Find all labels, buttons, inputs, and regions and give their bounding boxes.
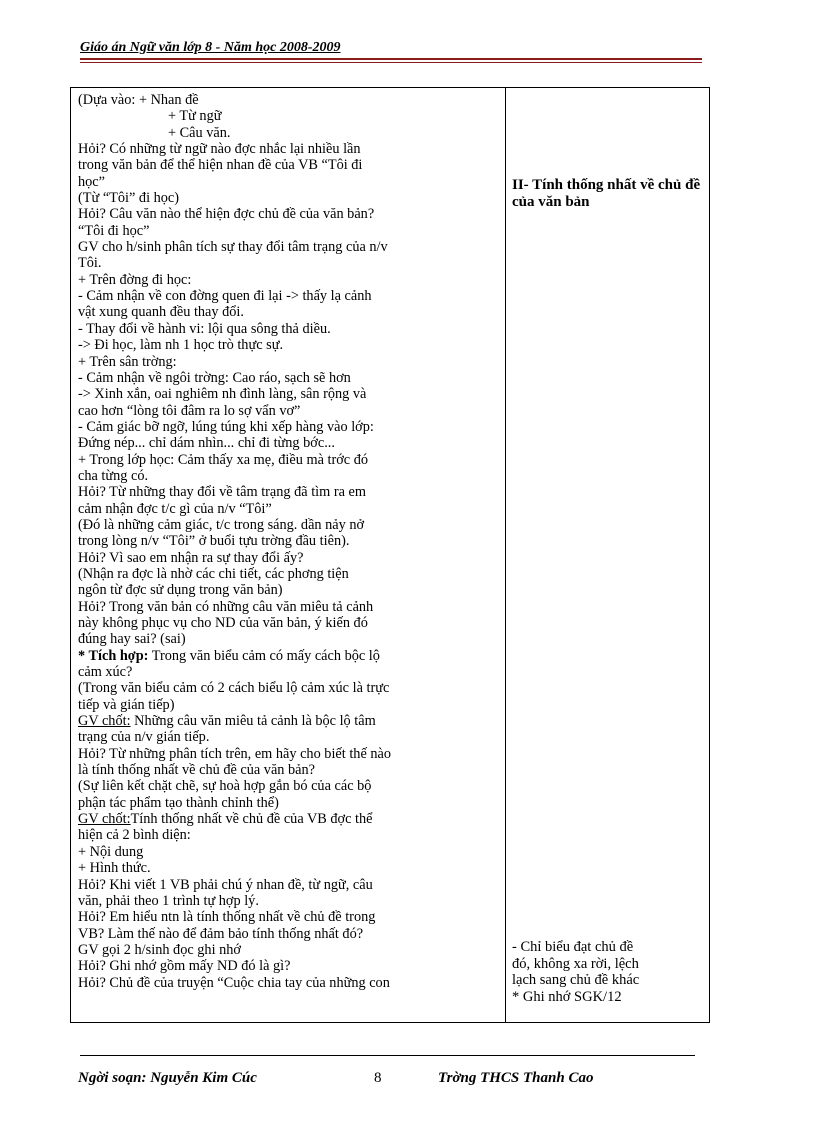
text-line: “Tôi đi học” [78, 222, 150, 239]
text-line: là tính thống nhất về chủ đề của văn bản? [78, 762, 316, 779]
text-line: này không phục vụ cho ND của văn bản, ý kiến đó [78, 615, 368, 631]
text-line: GV cho h/sinh phân tích sự thay đổi tâm trạng của n/v [78, 239, 388, 256]
text-line: (Dựa vào: + Nhan đề [78, 92, 199, 108]
text-line: + Trên đờng đi học: [78, 271, 192, 288]
text-line: hiện cả 2 bình diện: [78, 827, 191, 844]
text-line-integration: * Tích hợp: Trong văn biểu cảm có mấy cách bộc lộ [78, 647, 380, 664]
content-summary [512, 939, 702, 1005]
text-line: đúng hay sai? (sai) [78, 631, 186, 648]
text-line: tiếp và gián tiếp) [78, 696, 175, 713]
text-line: + Nội dung [78, 843, 144, 860]
text-line: - Cảm nhận về ngôi trờng: Cao ráo, sạch sẽ hơn [78, 369, 351, 386]
text-line: (Đó là những cảm giác, t/c trong sáng. dần nảy nở [78, 516, 365, 533]
text-line: Hỏi? Từ những thay đổi về tâm trạng đã tìm ra em [78, 484, 366, 501]
text-line: Hỏi? Câu văn nào thể hiện đợc chủ đề của văn bản? [78, 206, 375, 223]
text-line: + Từ ngữ [168, 108, 222, 125]
text-line: -> Đi học, làm nh 1 học trò thực sự. [78, 337, 284, 354]
summary-line: đó, không xa rời, lệch [512, 955, 639, 972]
text-line: -> Xinh xắn, oai nghiêm nh đình làng, sân rộng và [78, 386, 367, 403]
text-line: cảm nhận đợc t/c gì của n/v “Tôi” [78, 500, 272, 517]
text-line: GV gọi 2 h/sinh đọc ghi nhớ [78, 941, 241, 958]
text-line: Hỏi? Trong văn bản có những câu văn miêu tả cảnh [78, 598, 374, 615]
text-line: - Cảm nhận về con đờng quen đi lại -> thấy lạ cảnh [78, 288, 372, 305]
activities-column [78, 92, 500, 991]
text-line-teacher-conclusion: GV chốt: Những câu văn miêu tả cảnh là bộc lộ tâm [78, 713, 376, 730]
text-line: (Sự liên kết chặt chẽ, sự hoà hợp gắn bó của các bộ [78, 778, 372, 795]
text-line-teacher-conclusion: GV chốt:Tính thống nhất về chủ đề của VB đợc thể [78, 811, 373, 828]
text-line: Tôi. [78, 255, 102, 272]
summary-line: * Ghi nhớ SGK/12 [512, 988, 622, 1005]
lesson-table [70, 87, 710, 1023]
text-line: + Hình thức. [78, 860, 151, 877]
footer-author: Ngời soạn: Nguyễn Kim Cúc [78, 1070, 257, 1086]
header-rule-thick [80, 58, 702, 60]
text-line: + Trong lớp học: Cảm thấy xa mẹ, điều mà trớc đó [78, 451, 369, 468]
text-line: Hỏi? Từ những phân tích trên, em hãy cho biết thế nào [78, 745, 392, 762]
section-title: II- Tính thống nhất về chủ đề của văn bản [512, 177, 701, 210]
text-line: trong lòng n/v “Tôi” ở buổi tựu trờng đầu tiên). [78, 533, 350, 550]
text-line: - Cảm giác bỡ ngỡ, lúng túng khi xếp hàng vào lớp: [78, 418, 374, 435]
text-line: Hỏi? Chủ đề của truyện “Cuộc chia tay của những con [78, 974, 390, 991]
text-line: Hỏi? Em hiểu ntn là tính thống nhất về chủ đề trong [78, 909, 376, 926]
page-number: 8 [374, 1070, 382, 1086]
summary-line: lạch sang chủ đề khác [512, 972, 640, 988]
text-line: trong văn bản để thể hiện nhan đề của VB “Tôi đi [78, 157, 363, 174]
text-line: - Thay đổi về hành vi: lội qua sông thả diều. [78, 320, 331, 337]
column-divider [505, 88, 506, 1022]
page-header: Giáo án Ngữ văn lớp 8 - Năm học 2008-2009 [80, 40, 341, 55]
text-line: + Câu văn. [168, 124, 231, 141]
text-line: cảm xúc? [78, 664, 133, 681]
text-line: (Nhận ra đợc là nhờ các chi tiết, các phơng tiện [78, 565, 349, 582]
text-line: Hỏi? Có những từ ngữ nào đợc nhắc lại nhiều lần [78, 141, 361, 158]
text-line: vật xung quanh đều thay đổi. [78, 304, 244, 321]
text-line: Hỏi? Vì sao em nhận ra sự thay đổi ấy? [78, 549, 304, 566]
header-rule-thin [80, 62, 702, 63]
text-line: ngôn từ đợc sử dụng trong văn bản) [78, 582, 283, 599]
text-line: học” [78, 173, 105, 190]
text-line: cha từng có. [78, 467, 149, 484]
footer-school: Trờng THCS Thanh Cao [438, 1070, 594, 1086]
text-line: cao hơn “lòng tôi đâm ra lo sợ vẩn vơ” [78, 402, 301, 419]
summary-line: - Chỉ biểu đạt chủ đề [512, 939, 634, 955]
text-line: Hỏi? Ghi nhớ gồm mấy ND đó là gì? [78, 958, 291, 975]
text-line: (Trong văn biểu cảm có 2 cách biểu lộ cảm xúc là trực [78, 680, 390, 697]
text-line: Hỏi? Khi viết 1 VB phải chú ý nhan đề, từ ngữ, câu [78, 876, 373, 893]
text-line: văn, phải theo 1 trình tự hợp lý. [78, 892, 259, 909]
footer-rule [80, 1055, 695, 1056]
text-line: VB? Làm thế nào để đảm bảo tính thống nhất đó? [78, 925, 364, 942]
text-line: phận tác phẩm tạo thành chỉnh thể) [78, 794, 279, 811]
text-line: (Từ “Tôi” đi học) [78, 190, 180, 207]
text-line: Đứng nép... chỉ dám nhìn... chỉ đi từng bớc... [78, 435, 335, 452]
text-line: trạng của n/v gián tiếp. [78, 729, 210, 746]
text-line: + Trên sân trờng: [78, 353, 177, 370]
